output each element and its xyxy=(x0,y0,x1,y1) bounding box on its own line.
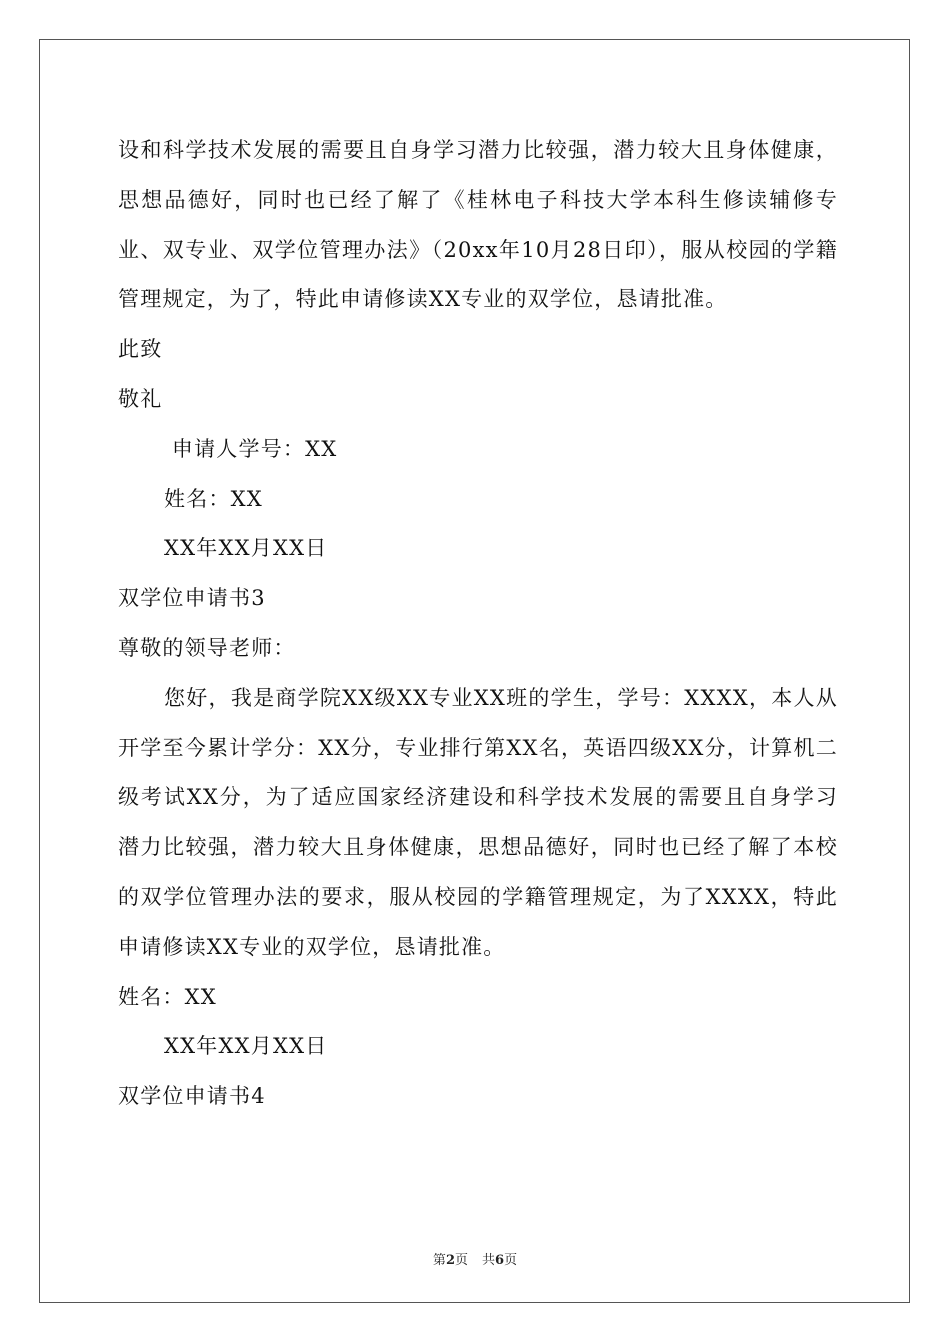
footer-page-current: 2 xyxy=(445,1253,455,1268)
applicant-name: 姓名：XX xyxy=(164,486,263,511)
signature-date-2: XX年XX月XX日 xyxy=(164,1034,328,1059)
letter-greeting: 尊敬的领导老师： xyxy=(118,635,296,660)
footer-page-prefix: 第 xyxy=(432,1253,446,1268)
page-footer xyxy=(0,1249,950,1268)
applicant-name-2: 姓名：XX xyxy=(118,984,217,1009)
closing-regards: 敬礼 xyxy=(118,386,163,411)
closing-salutation: 此致 xyxy=(118,337,163,362)
document-body xyxy=(118,126,838,1122)
footer-total-prefix: 共 xyxy=(482,1253,496,1268)
footer-total-suffix: 页 xyxy=(504,1253,518,1268)
footer-page-total: 6 xyxy=(495,1253,505,1268)
section-heading-4: 双学位申请书4 xyxy=(118,1084,266,1109)
signature-date: XX年XX月XX日 xyxy=(164,536,328,561)
paragraph-application-continued: 设和科学技术发展的需要且自身学习潜力比较强，潜力较大且身体健康，思想品德好，同时也已经了解了《桂林电子科技大学本科生修读辅修专业、双专业、双学位管理办法》（20xx年10月28日印），服从校园的学籍管理规定，为了，特此申请修读XX专业的双学位，恳请批准。 xyxy=(118,138,838,312)
applicant-student-id: 申请人学号：XX xyxy=(164,436,338,461)
paragraph-application-body: 您好，我是商学院XX级XX专业XX班的学生，学号：XXXX，本人从开学至今累计学分：XX分，专业排行第XX名，英语四级XX分，计算机二级考试XX分，为了适应国家经济建设和科学技术发展的需要且自身学习潜力比较强，潜力较大且身体健康，思想品德好，同时也已经了解了本校的双学位管理办法的要求，服从校园的学籍管理规定，为了XXXX，特此申请修读XX专业的双学位，恳请批准。 xyxy=(118,685,838,959)
section-heading-3: 双学位申请书3 xyxy=(118,586,266,611)
footer-page-mid: 页 xyxy=(454,1253,468,1268)
